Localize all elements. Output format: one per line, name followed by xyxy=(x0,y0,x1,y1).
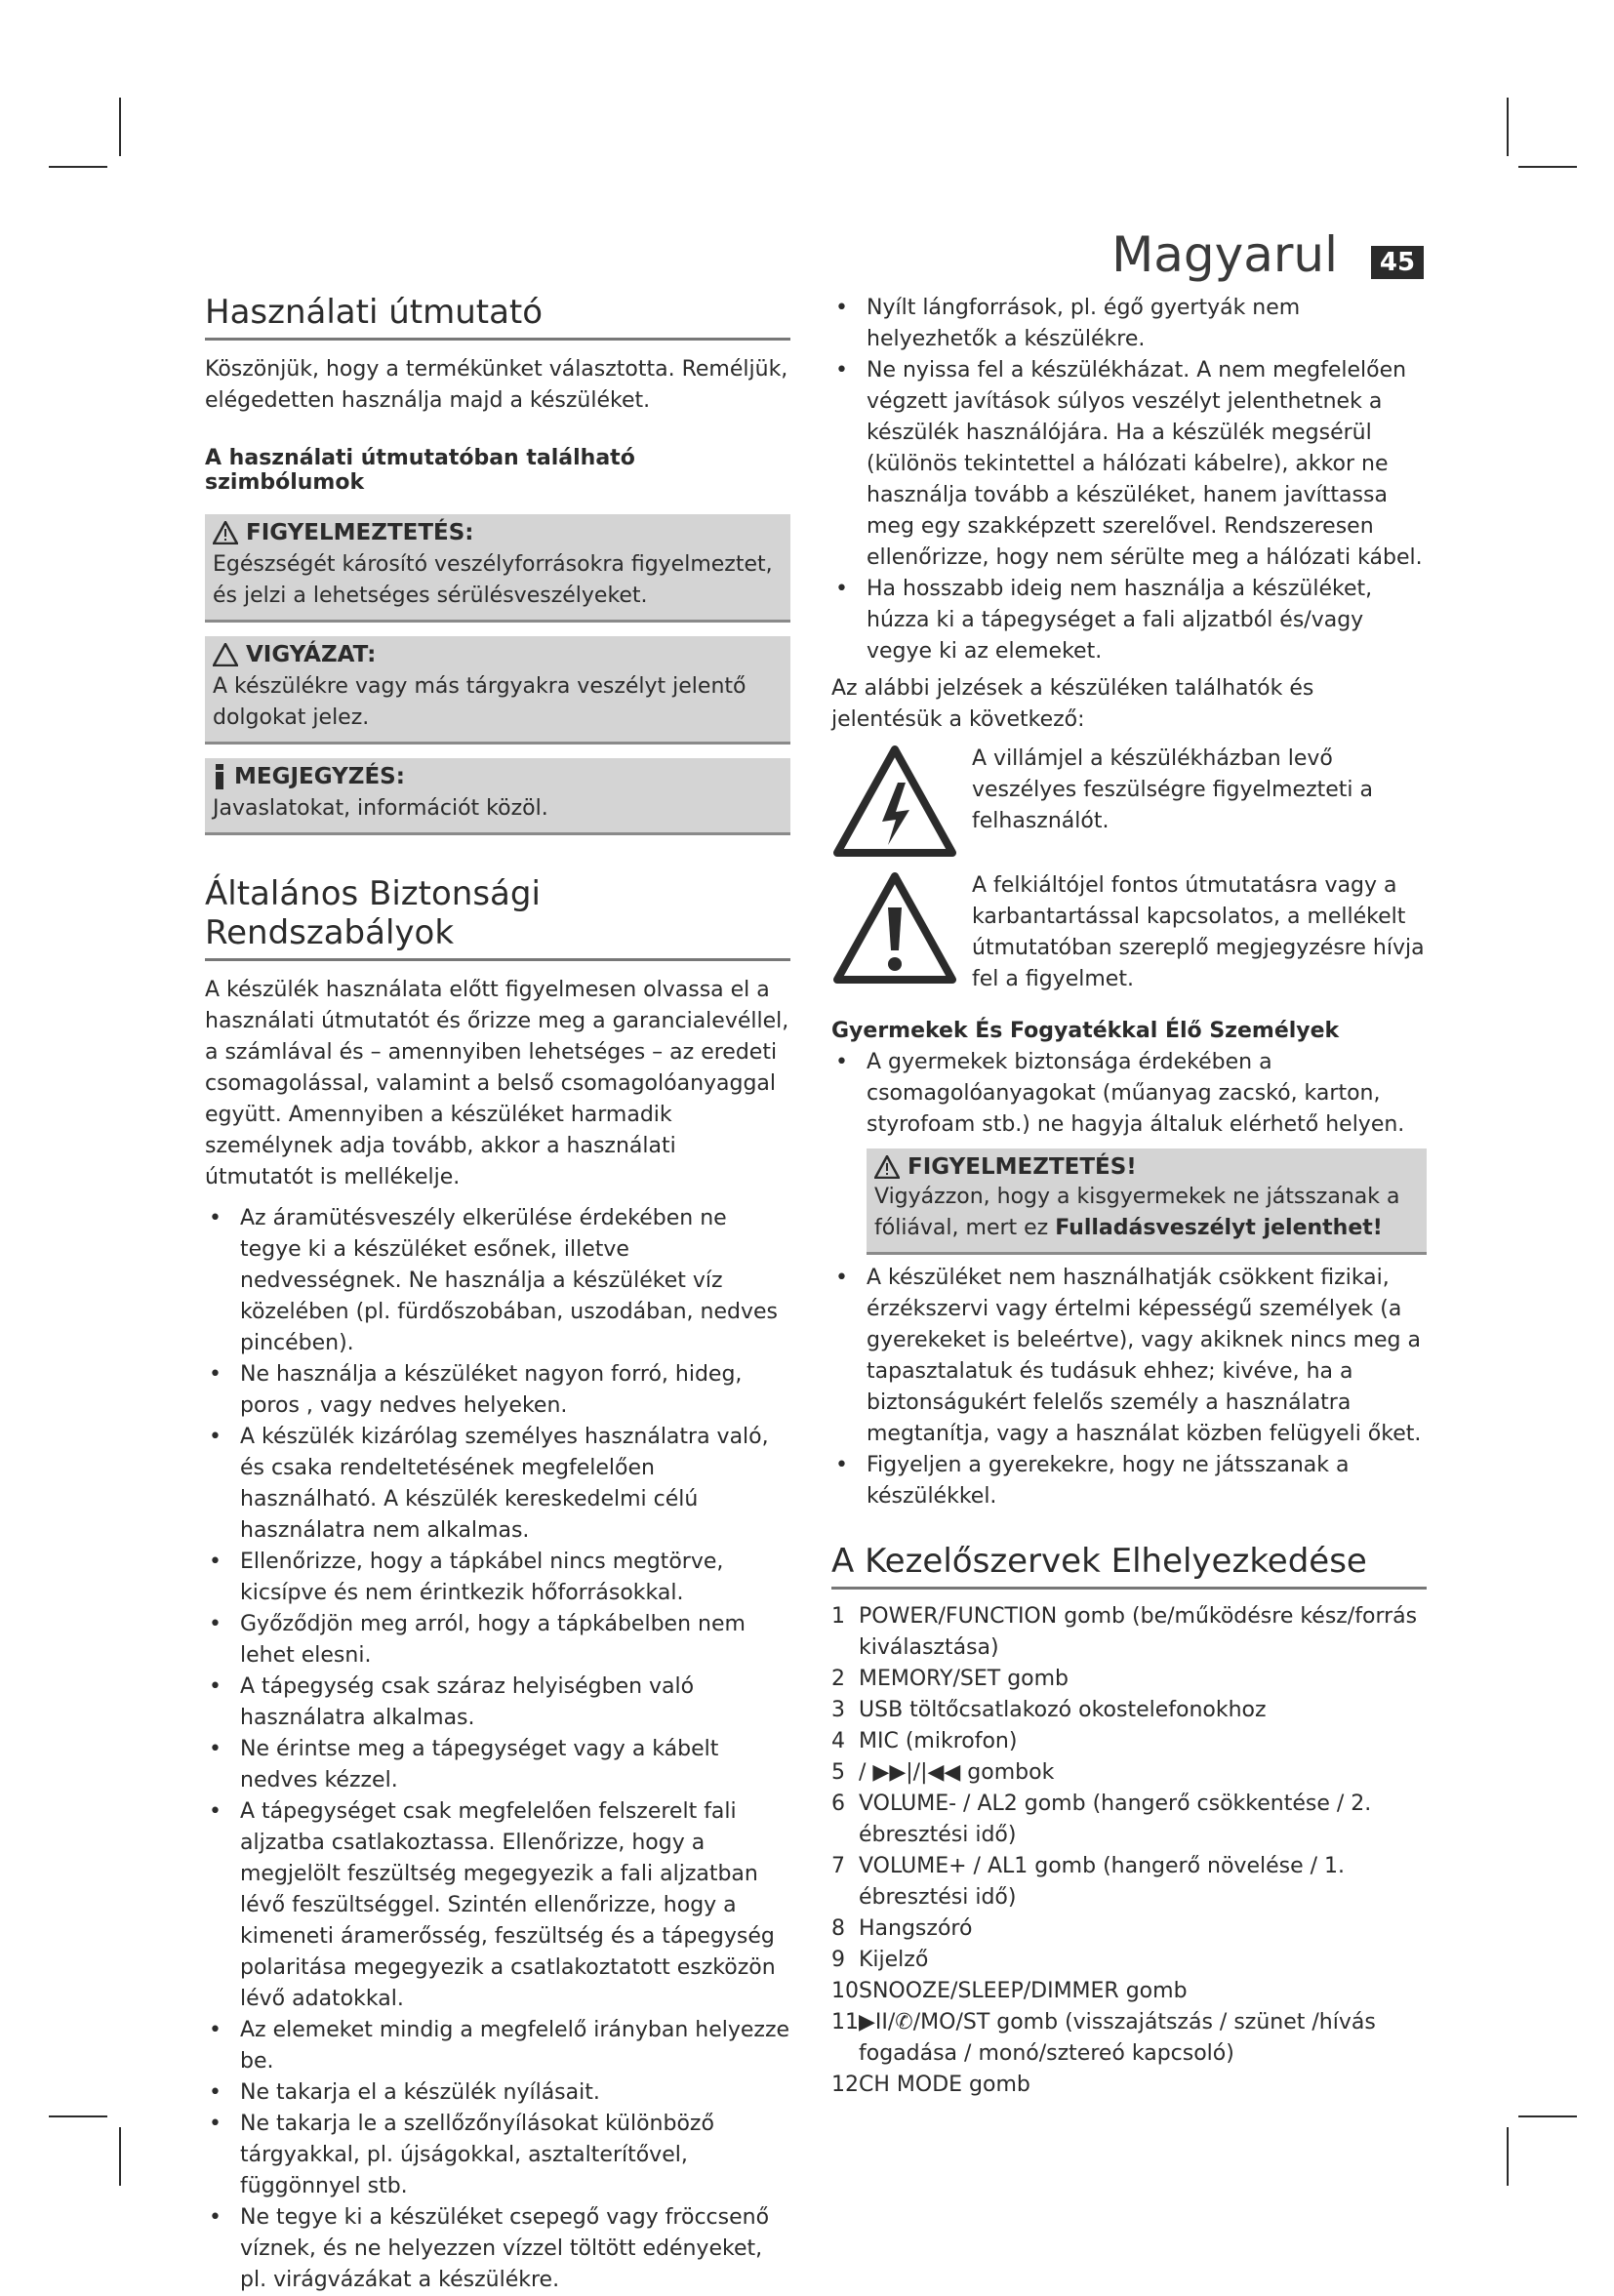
exclamation-text: A felkiáltójel fontos útmutatásra vagy a karbantartással kapcsolatos, a mellékelt útmutatóban szereplő megjegyzésre hívja fel a figyelmet. xyxy=(972,873,1425,991)
list-item: • Az elemeket mindig a megfelelő irányban helyezze be. xyxy=(209,2018,790,2074)
children-warning-label: FIGYELMEZTETÉS! xyxy=(908,1154,1137,1180)
note-label: MEGJEGYZÉS: xyxy=(234,764,405,789)
list-item: • A gyermekek biztonsága érdekében a csomagolóanyagokat (műanyag zacskó, karton, styrofoam stb.) ne hagyja általuk elérhető helyen. xyxy=(835,1050,1405,1137)
note-text: Javaslatokat, információt közöl. xyxy=(213,796,548,821)
children-warning-bold: Fulladásveszélyt jelenthet! xyxy=(1055,1216,1383,1240)
list-item: • Ne nyissa fel a készülékházat. A nem megfelelően végzett javítások súlyos veszélyt jelenthetnek a készülék használójára. Ha a készülék megsérül (különös tekintettel a hálózati kábelre), akkor ne használja tovább a készüléket, hanem javíttassa meg egy szakképzett szerelővel. Rendszeresen ellenőrizze, hogy nem sérülte meg a hálózati kábel. xyxy=(835,358,1423,570)
crop-mark xyxy=(1507,98,1509,156)
lightning-text: A villámjel a készülékházban levő veszélyes feszülségre figyelmezteti a felhasználót. xyxy=(972,746,1373,833)
control-item: 10 SNOOZE/SLEEP/DIMMER gomb xyxy=(831,1979,1188,2003)
control-item: 3 USB töltőcsatlakozó okostelefonokhoz xyxy=(831,1698,1267,1722)
control-item: 8 Hangszóró xyxy=(831,1916,973,1941)
safety-list xyxy=(205,1203,790,2296)
info-icon xyxy=(213,764,226,789)
safety-list-continued xyxy=(831,293,1427,667)
controls-title: A Kezelőszervek Elhelyezkedése xyxy=(831,1542,1427,1590)
crop-mark xyxy=(1518,166,1577,168)
exclamation-symbol-row xyxy=(831,870,1427,995)
control-item: 12 CH MODE gomb xyxy=(831,2073,1030,2097)
markings-intro: Az alábbi jelzések a készüléken találhatók és jelentésük a következő: xyxy=(831,676,1314,732)
list-item: • Ha hosszabb ideig nem használja a készüléket, húzza ki a tápegységet a fali aljzatból és/vagy vegye ki az elemeket. xyxy=(835,577,1373,664)
caution-box xyxy=(205,636,790,745)
control-item: 11 ▶II/✆/MO/ST gomb (visszajátszás / szünet /hívás fogadása / monó/sztereó kapcsoló) xyxy=(831,2010,1376,2066)
exclamation-warning-icon xyxy=(831,870,958,987)
warning-triangle-icon xyxy=(213,521,238,544)
crop-mark xyxy=(1518,2115,1577,2117)
intro-text: Köszönjük, hogy a termékünket választotta. Reméljük, elégedetten használja majd a készüléket. xyxy=(205,357,788,413)
crop-mark xyxy=(49,166,107,168)
left-column xyxy=(205,293,790,2296)
warning-triangle-icon xyxy=(874,1155,900,1179)
symbols-heading: A használati útmutatóban található szimbólumok xyxy=(205,446,635,495)
list-item: • Ne takarja el a készülék nyílásait. xyxy=(209,2080,600,2105)
control-item: 4 MIC (mikrofon) xyxy=(831,1729,1018,1753)
page-number: 45 xyxy=(1371,246,1424,279)
warning-text: Egészségét károsító veszélyforrásokra figyelmeztet, és jelzi a lehetséges sérülésveszélyeket. xyxy=(213,552,773,608)
caution-triangle-icon xyxy=(213,643,238,666)
list-item: • Ne takarja le a szellőzőnyílásokat különböző tárgyakkal, pl. újságokkal, asztalterítővel, függönnyel stb. xyxy=(209,2112,714,2198)
warning-label: FIGYELMEZTETÉS: xyxy=(246,520,474,545)
crop-mark xyxy=(1507,2127,1509,2186)
controls-list xyxy=(831,1601,1427,2101)
control-item: 2 MEMORY/SET gomb xyxy=(831,1667,1069,1691)
list-item: • Ne érintse meg a tápegységet vagy a kábelt nedves kézzel. xyxy=(209,1737,719,1792)
children-heading: Gyermekek És Fogyatékkal Élő Személyek xyxy=(831,1019,1340,1043)
manual-title: Használati útmutató xyxy=(205,293,790,341)
note-box xyxy=(205,758,790,835)
safety-title: Általános Biztonsági Rendszabályok xyxy=(205,874,790,961)
list-item: • A készülék kizárólag személyes használatra való, és csaka rendeltetésének megfelelően használható. A készülék kereskedelmi célú használatra nem alkalmas. xyxy=(209,1425,769,1543)
list-item: • Győződjön meg arról, hogy a tápkábelben nem lehet elesni. xyxy=(209,1612,746,1668)
control-item: 1 POWER/FUNCTION gomb (be/működésre kész/forrás kiválasztása) xyxy=(831,1604,1418,1660)
list-item: • Ne használja a készüléket nagyon forró, hideg, poros , vagy nedves helyeken. xyxy=(209,1362,743,1418)
children-list-more xyxy=(831,1263,1427,1512)
children-warning-box xyxy=(867,1148,1427,1255)
control-item: 5 / ▶▶|/|◀◀ gombok xyxy=(831,1760,1055,1785)
control-item: 7 VOLUME+ / AL1 gomb (hangerő növelése / 1. ébresztési idő) xyxy=(831,1854,1346,1910)
warning-box xyxy=(205,514,790,623)
list-item: • Ellenőrizze, hogy a tápkábel nincs megtörve, kicsípve és nem érintkezik hőforrásokkal. xyxy=(209,1550,724,1605)
list-item: • A készüléket nem használhatják csökkent fizikai, érzékszervi vagy értelmi képességű személyek (a gyerekeket is beleértve), vagy akiknek nincs meg a tapasztalatuk és tudásuk ehhez; kivéve, ha a biztonságukért felelős személy a használatra megtanítja, vagy a használat közben felügyeli őket. xyxy=(835,1266,1422,1446)
control-item: 9 Kijelző xyxy=(831,1948,929,1972)
language-header: Magyarul xyxy=(1111,226,1338,283)
list-item: • Ne tegye ki a készüléket csepegő vagy fröccsenő víznek, és ne helyezzen vízzel töltött edényeket, pl. virágvázákat a készülékre. xyxy=(209,2205,770,2292)
lightning-warning-icon xyxy=(831,744,958,861)
caution-label: VIGYÁZAT: xyxy=(246,642,377,667)
list-item: • Az áramütésveszély elkerülése érdekében ne tegye ki a készüléket esőnek, illetve nedvességnek. Ne használja a készüléket víz közelében (pl. fürdőszobában, uszodában, nedves pincében). xyxy=(209,1206,778,1355)
list-item: • Nyílt lángforrások, pl. égő gyertyák nem helyezhetők a készülékre. xyxy=(835,296,1301,351)
list-item: • A tápegység csak száraz helyiségben való használatra alkalmas. xyxy=(209,1674,695,1730)
lightning-symbol-row xyxy=(831,744,1427,865)
children-list xyxy=(831,1047,1427,1141)
children-warning-text: Vigyázzon, hogy a kisgyermekek ne játsszanak a fóliával, mert ez xyxy=(874,1185,1400,1240)
crop-mark xyxy=(49,2115,107,2117)
crop-mark xyxy=(119,2127,121,2186)
safety-intro: A készülék használata előtt figyelmesen olvassa el a használati útmutatót és őrizze meg a garancialevéllel, a számlával és – amennyiben lehetséges – az eredeti csomagolással, valamint a belső csomagolóanyaggal együtt. Amennyiben a készüléket harmadik személynek adja tovább, akkor a használati útmutatót is mellékelje. xyxy=(205,978,789,1189)
list-item: • A tápegységet csak megfelelően felszerelt fali aljzatba csatlakoztassa. Ellenőrizze, hogy a megjelölt feszültség megegyezik a fali aljzatban lévő feszültséggel. Szintén ellenőrizze, hogy a kimeneti áramerősség, feszültség és a tápegység polaritása megegyezik a csatlakoztatott eszközön lévő adatokkal. xyxy=(209,1799,776,2011)
right-column xyxy=(831,293,1427,2101)
caution-text: A készülékre vagy más tárgyakra veszélyt jelentő dolgokat jelez. xyxy=(213,674,746,730)
control-item: 6 VOLUME- / AL2 gomb (hangerő csökkentése / 2. ébresztési idő) xyxy=(831,1792,1372,1847)
crop-mark xyxy=(119,98,121,156)
list-item: • Figyeljen a gyerekekre, hogy ne játsszanak a készülékkel. xyxy=(835,1453,1350,1509)
